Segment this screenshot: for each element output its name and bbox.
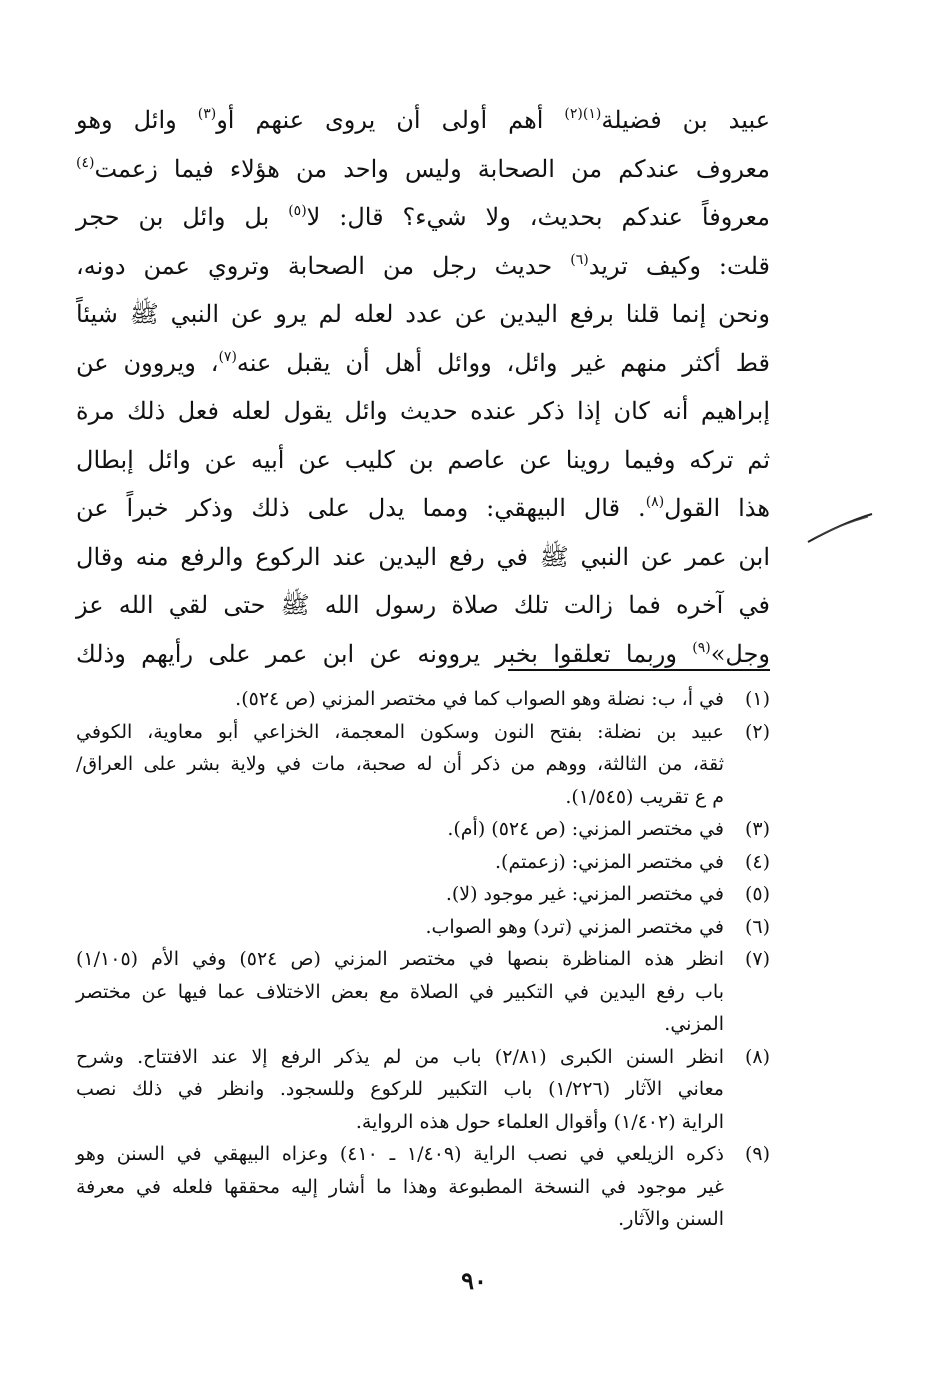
footnote-line: في مختصر المزني: (ص ٥٢٤) (أم).: [447, 818, 724, 840]
footnote-number: (٤): [744, 850, 770, 873]
footnote-number: (٩): [744, 1143, 770, 1165]
footnote-line: في مختصر المزني (ترد) وهو الصواب.: [425, 915, 724, 938]
text-segment: ثم تركه وفيما روينا عن عاصم بن كليب عن أبيه عن وائل إبطال: [76, 445, 770, 474]
footnote-number: (٦): [744, 915, 770, 938]
footnote-line: انظر السنن الكبرى (٢/٨١) باب من لم يذكر الرفع إلا عند الافتتاح. وشرح: [76, 1045, 725, 1068]
main-text-line: [76, 581, 770, 630]
footnote-marker: (٣): [197, 106, 217, 122]
footnote-marker: (١)(٢): [564, 106, 602, 122]
footnote-text: [76, 813, 724, 846]
footnote-text: [76, 943, 724, 1041]
text-segment: في آخره فما زالت تلك صلاة رسول الله ﷺ حتى لقي الله عز: [76, 591, 770, 619]
main-text-line: [76, 193, 770, 242]
footnote-item: [76, 683, 770, 716]
footnote-number: (١): [744, 688, 770, 710]
footnote-line: ثقة، من الثالثة، ووهم من ذكر أن له صحبة، مات في ولاية بشر على العراق/: [76, 753, 724, 775]
footnote-line: عبيد بن نضلة: بفتح النون وسكون المعجمة، الخزاعي أبو معاوية، الكوفي: [76, 720, 724, 743]
text-segment: حديث رجل من الصحابة وتروي عمن دونه،: [76, 251, 571, 280]
text-segment: ابن عمر عن النبي ﷺ في رفع اليدين عند الركوع والرفع منه وقال: [76, 542, 770, 571]
footnote-number: (٣): [744, 818, 770, 840]
footnote-line: غير موجود في النسخة المطبوعة وهذا ما أشار إليه محققها فلعله في معرفة: [76, 1175, 724, 1198]
footnote-line: م ع تقريب (١/٥٤٥).: [565, 785, 724, 808]
footnote-marker: (٩): [692, 639, 711, 656]
footnote-text: [76, 878, 724, 911]
footnotes-section: [76, 683, 770, 1236]
footnote-item: [76, 813, 770, 846]
footnote-text: [76, 846, 724, 879]
text-segment: ، ويروون عن: [76, 348, 219, 377]
main-text-line: [76, 387, 770, 436]
footnote-divider: [508, 669, 770, 671]
text-segment: قلت: وكيف تريد: [588, 251, 771, 280]
footnote-item: [76, 1041, 770, 1139]
footnote-item: [76, 716, 770, 814]
text-segment: قط أكثر منهم غير وائل، ووائل أهل أن يقبل عنه: [236, 348, 770, 377]
footnote-line: في مختصر المزني: غير موجود (لا).: [445, 883, 724, 905]
main-text-line: [76, 484, 770, 533]
footnote-item: [76, 1138, 770, 1236]
footnote-marker: (٨): [645, 494, 665, 510]
footnote-marker: (٦): [570, 251, 589, 268]
text-segment: بل وائل بن حجر: [76, 203, 289, 231]
footnote-item: [76, 943, 770, 1041]
footnote-line: المزني.: [664, 1013, 724, 1035]
footnote-line: السنن والآثار.: [618, 1208, 724, 1230]
footnote-marker: (٧): [218, 348, 237, 365]
text-segment: وجل»: [710, 639, 770, 668]
footnote-number: (٨): [744, 1045, 770, 1068]
main-text-line: [76, 145, 770, 194]
main-text-line: [76, 339, 770, 388]
footnote-text: [76, 1041, 724, 1139]
text-segment: ونحن إنما قلنا برفع اليدين عن عدد لعله لم يرو عن النبي ﷺ شيئاً: [76, 300, 770, 328]
text-segment: وربما تعلقوا بخبر يروونه عن ابن عمر على رأيهم وذلك: [76, 639, 693, 668]
footnote-line: ذكره الزيلعي في نصب الراية (١/٤٠٩ ـ ٤١٠) وعزاه البيهقي في السنن وهو: [76, 1143, 724, 1165]
main-text-line: [76, 242, 770, 291]
footnote-text: [76, 716, 724, 814]
text-segment: وائل وهو: [76, 106, 198, 134]
footnote-number: (٧): [744, 948, 770, 970]
main-text-line: [76, 290, 770, 339]
footnote-text: [76, 911, 724, 944]
footnote-line: باب رفع اليدين في التكبير في الصلاة مع بعض الاختلاف عما فيها عن مختصر: [76, 980, 724, 1003]
text-segment: إبراهيم أنه كان إذا ذكر عنده حديث وائل يقول لعله فعل ذلك مرة: [76, 397, 770, 425]
text-segment: معروف عندكم من الصحابة وليس واحد من هؤلاء فيما زعمت: [94, 154, 770, 183]
footnote-item: [76, 911, 770, 944]
main-text-line: [76, 533, 770, 582]
text-segment: أهم أولى أن يروى عنهم أو: [216, 106, 565, 134]
text-segment: معروفاً عندكم بحديث، ولا شيء؟ قال: لا: [306, 203, 770, 231]
footnote-line: معاني الآثار (١/٢٢٦) باب التكبير للركوع وللسجود. وانظر في ذلك نصب: [76, 1078, 724, 1100]
footnote-line: الراية (١/٤٠٢) وأقوال العلماء حول هذه الرواية.: [355, 1110, 724, 1133]
footnote-item: [76, 878, 770, 911]
footnote-text: [76, 683, 724, 716]
footnote-item: [76, 846, 770, 879]
main-text-line: [76, 436, 770, 485]
footnote-number: (٢): [744, 720, 770, 743]
main-text-body: [76, 96, 770, 678]
text-segment: هذا القول: [664, 494, 771, 522]
footnote-line: انظر هذه المناظرة بنصها في مختصر المزني (ص ٥٢٤) وفي الأم (١/١٠٥): [76, 948, 724, 970]
footnote-text: [76, 1138, 724, 1236]
footnote-line: في مختصر المزني: (زعمتم).: [495, 850, 724, 873]
footnote-marker: (٤): [76, 154, 95, 171]
footnote-line: في أ، ب: نضلة وهو الصواب كما في مختصر المزني (ص ٥٢٤).: [235, 688, 724, 710]
footnote-number: (٥): [744, 883, 770, 905]
main-text-line: [76, 96, 770, 145]
margin-pen-mark: [806, 508, 874, 546]
footnote-marker: (٥): [288, 203, 307, 219]
text-segment: . قال البيهقي: ومما يدل على ذلك وذكر خبراً عن: [76, 494, 646, 522]
page-number: ٩٠: [461, 1266, 487, 1295]
text-segment: عبيد بن فضيلة: [601, 106, 771, 134]
